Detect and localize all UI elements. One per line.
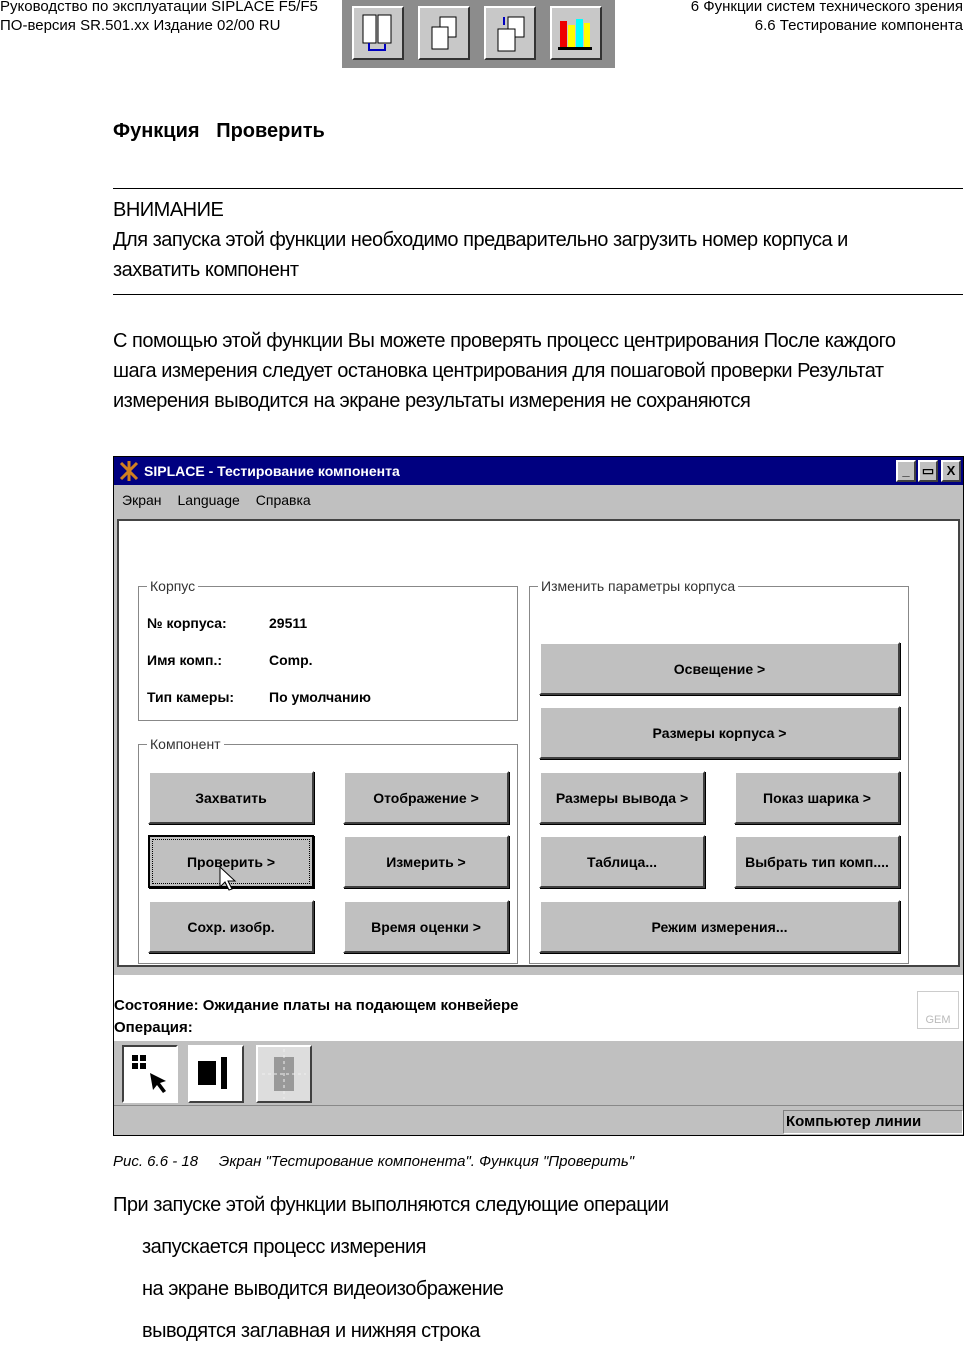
- notice-text-2: захватить компонент: [113, 259, 299, 281]
- package-size-button[interactable]: Размеры корпуса >: [539, 706, 900, 759]
- divider: [113, 294, 963, 295]
- library-icon[interactable]: [550, 6, 602, 60]
- step-item: выводятся заглавная и нижняя строка: [142, 1320, 480, 1342]
- group-legend: Корпус: [147, 578, 198, 594]
- intro-1: С помощью этой функции Вы можете проверять процесс центрирования После каждого: [113, 330, 896, 352]
- operation-line: Операция:: [114, 1019, 193, 1036]
- lead-size-button[interactable]: Размеры вывода >: [539, 771, 705, 824]
- header-chapter: 6 Функции систем технического зрения: [690, 0, 963, 15]
- table-button[interactable]: Таблица...: [539, 835, 705, 888]
- app-logo-icon: [119, 461, 139, 481]
- title-bar: [114, 457, 963, 485]
- minimize-button[interactable]: _: [896, 460, 916, 482]
- menu-help[interactable]: Справка: [255, 492, 311, 508]
- field-label: Тип камеры:: [147, 689, 235, 705]
- intro-3: измерения выводится на экране результаты измерения не сохраняются: [113, 390, 751, 412]
- close-button[interactable]: X: [941, 460, 961, 482]
- korpus-group: [138, 578, 518, 721]
- field-label: № корпуса:: [147, 615, 227, 631]
- menu-language[interactable]: Language: [177, 492, 240, 508]
- save-image-button[interactable]: Сохр. изобр.: [148, 900, 314, 953]
- mouse-cursor-icon: [219, 866, 237, 892]
- group-legend: Изменить параметры корпуса: [538, 578, 738, 594]
- header-manual-title: Руководство по эксплуатации SIPLACE F5/F5: [0, 0, 318, 15]
- measure-mode-button[interactable]: Режим измерения...: [539, 900, 900, 953]
- window-title: SIPLACE - Тестирование компонента: [144, 463, 400, 479]
- notice-text-1: Для запуска этой функции необходимо предварительно загрузить номер корпуса и: [113, 229, 848, 251]
- pick-button[interactable]: Захватить: [148, 771, 314, 824]
- group-legend: Компонент: [147, 736, 224, 752]
- camera-type: По умолчанию: [269, 689, 371, 705]
- component-name: Comp.: [269, 652, 313, 668]
- chapter-nav-icon[interactable]: [352, 6, 404, 60]
- select-tool-button[interactable]: [122, 1045, 178, 1103]
- status-bar-panel: Компьютер линии: [783, 1110, 963, 1134]
- steps-intro: При запуске этой функции выполняются следующие операции: [113, 1194, 669, 1216]
- doc-nav-toolbar: [342, 0, 615, 68]
- app-window: [113, 456, 964, 1136]
- check-button[interactable]: Проверить >: [148, 835, 314, 888]
- select-type-button[interactable]: Выбрать тип комп....: [734, 835, 900, 888]
- menu-bar: [114, 486, 963, 514]
- page-back-icon[interactable]: [484, 6, 536, 60]
- status-line: Состояние: Ожидание платы на подающем конвейере: [114, 997, 519, 1014]
- evaluation-time-button[interactable]: Время оценки >: [343, 900, 509, 953]
- measure-button[interactable]: Измерить >: [343, 835, 509, 888]
- lighting-button[interactable]: Освещение >: [539, 642, 900, 695]
- header-version: ПО-версия SR.501.xx Издание 02/00 RU: [0, 17, 281, 34]
- status-bar: [114, 1105, 963, 1135]
- step-item: на экране выводится видеоизображение: [142, 1278, 504, 1300]
- divider: [113, 188, 963, 189]
- page-title: Функция Проверить: [113, 120, 325, 142]
- pages-icon[interactable]: [418, 6, 470, 60]
- display-button[interactable]: Отображение >: [343, 771, 509, 824]
- restore-button[interactable]: ▭: [918, 460, 938, 482]
- ball-display-button[interactable]: Показ шарика >: [734, 771, 900, 824]
- field-label: Имя комп.:: [147, 652, 223, 668]
- header-section: 6.6 Тестирование компонента: [754, 17, 963, 34]
- menu-screen[interactable]: Экран: [122, 492, 162, 508]
- gem-mail-icon[interactable]: GEM: [917, 991, 959, 1029]
- package-number: 29511: [269, 615, 308, 631]
- component-tool-button[interactable]: [188, 1045, 244, 1103]
- step-item: запускается процесс измерения: [142, 1236, 426, 1258]
- notice-title: ВНИМАНИЕ: [113, 199, 224, 221]
- centering-tool-button[interactable]: [256, 1045, 312, 1103]
- client-area: [117, 519, 960, 967]
- intro-2: шага измерения следует остановка центрирования для пошаговой проверки Результат: [113, 360, 884, 382]
- figure-caption: Рис. 6.6 - 18 Экран "Тестирование компонента". Функция "Проверить": [113, 1153, 635, 1170]
- status-area: [114, 975, 963, 1041]
